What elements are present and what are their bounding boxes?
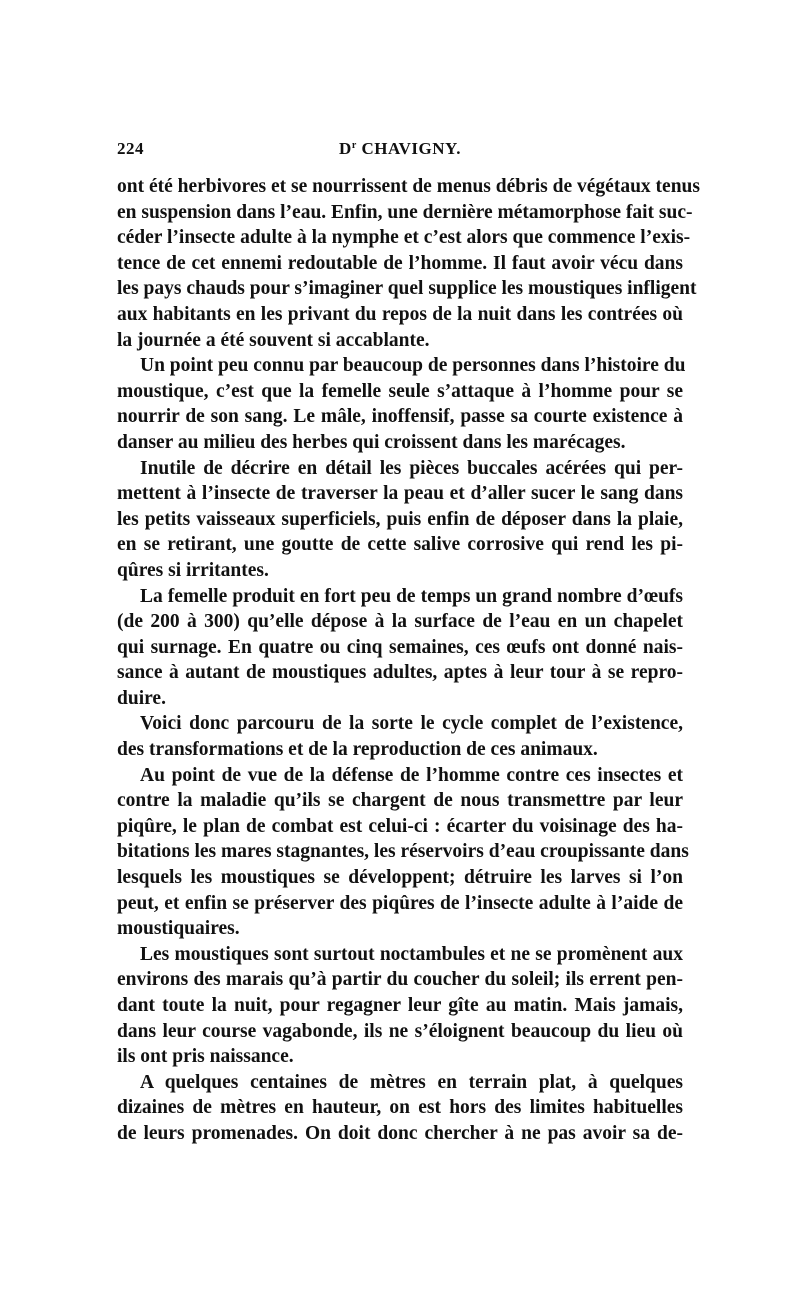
text-line: environs des marais qu’à partir du coucher du soleil; ils errent pen- (117, 969, 683, 991)
text-line: en se retirant, une goutte de cette salive corrosive qui rend les pi- (117, 534, 683, 556)
text-line: nourrir de son sang. Le mâle, inoffensif, passe sa courte existence à (117, 406, 683, 428)
text-line: moustiquaires. (117, 918, 240, 940)
text-line: (de 200 à 300) qu’elle dépose à la surface de l’eau en un chapelet (117, 611, 683, 633)
text-line: dant toute la nuit, pour regagner leur gîte au matin. Mais jamais, (117, 995, 683, 1016)
body-text (117, 174, 700, 1147)
text-line: dizaines de mètres en hauteur, on est hors des limites habituelles (117, 1097, 683, 1119)
text-line: les pays chauds pour s’imaginer quel supplice les moustiques infligent (117, 278, 697, 300)
text-line: la journée a été souvent si accablante. (117, 329, 430, 351)
text-line: les petits vaisseaux superficiels, puis enfin de déposer dans la plaie, (117, 508, 683, 530)
author-name: CHAVIGNY. (361, 139, 461, 158)
text-line: aux habitants en les privant du repos de la nuit dans les contrées où (117, 303, 683, 325)
text-line: mettent à l’insecte de traverser la peau et d’aller sucer le sang dans (117, 483, 683, 505)
text-line: ont été herbivores et se nourrissent de menus débris de végétaux tenus (117, 176, 700, 197)
text-line: de leurs promenades. On doit donc chercher à ne pas avoir sa de- (117, 1122, 683, 1144)
paragraph-start-line: A quelques centaines de mètres en terrain plat, à quelques (140, 1071, 683, 1093)
text-line: sance à autant de moustiques adultes, aptes à leur tour à se repro- (117, 662, 683, 684)
paragraph-start-line: Un point peu connu par beaucoup de personnes dans l’histoire du (140, 355, 686, 377)
author-prefix-superscript: r (351, 140, 357, 151)
paragraph-start-line: Les moustiques sont surtout noctambules et ne se promènent aux (140, 943, 683, 965)
text-line: qui surnage. En quatre ou cinq semaines, ces œufs ont donné nais- (117, 636, 683, 658)
text-line: en suspension dans l’eau. Enfin, une dernière métamorphose fait suc- (117, 201, 693, 223)
page-number: 224 (117, 139, 144, 158)
text-line: ils ont pris naissance. (117, 1046, 294, 1068)
text-line: duire. (117, 687, 166, 709)
text-line: lesquels les moustiques se développent; détruire les larves si l’on (117, 867, 683, 889)
text-line: céder l’insecte adulte à la nymphe et c’est alors que commence l’exis- (117, 227, 691, 249)
paragraph-start-line: La femelle produit en fort peu de temps un grand nombre d’œufs (140, 585, 683, 607)
paragraph-start-line: Voici donc parcouru de la sorte le cycle complet de l’existence, (140, 713, 683, 735)
running-head (117, 139, 683, 163)
text-line: bitations les mares stagnantes, les réservoirs d’eau croupissante dans (117, 841, 689, 863)
text-line: moustique, c’est que la femelle seule s’attaque à l’homme pour se (117, 380, 683, 402)
paragraph-start-line: Inutile de décrire en détail les pièces buccales acérées qui per- (140, 457, 683, 479)
running-title (117, 139, 683, 159)
text-line: qûres si irritantes. (117, 559, 269, 581)
text-line: contre la maladie qu’ils se chargent de nous transmettre par leur (117, 790, 683, 812)
text-line: dans leur course vagabonde, ils ne s’éloignent beaucoup du lieu où (117, 1020, 683, 1042)
paragraph-start-line: Au point de vue de la défense de l’homme contre ces insectes et (140, 764, 683, 786)
text-line: tence de cet ennemi redoutable de l’homme. Il faut avoir vécu dans (117, 252, 683, 274)
text-line: des transformations et de la reproduction de ces animaux. (117, 739, 598, 761)
text-line: peut, et enfin se préserver des piqûres de l’insecte adulte à l’aide de (117, 892, 683, 914)
author-prefix: D (339, 139, 352, 158)
text-line: danser au milieu des herbes qui croissent dans les marécages. (117, 431, 626, 453)
text-line: piqûre, le plan de combat est celui-ci : écarter du voisinage des ha- (117, 815, 683, 837)
